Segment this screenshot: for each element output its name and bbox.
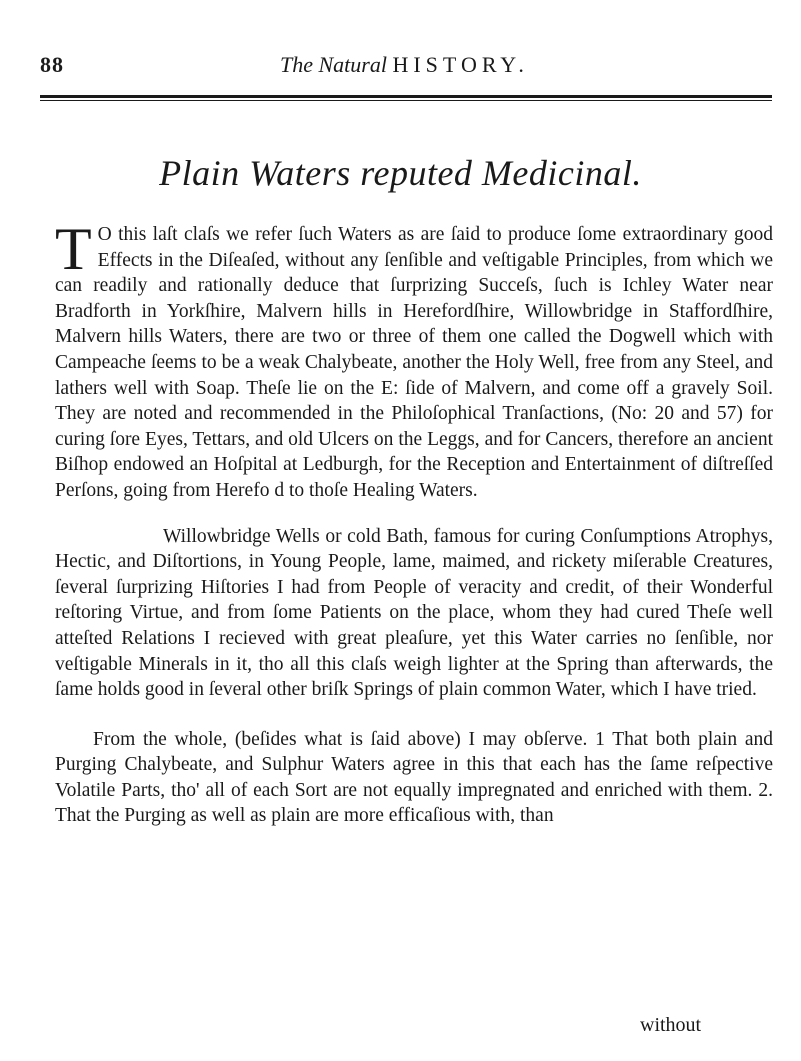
paragraph-1-text: O this laſt claſs we refer ſuch Waters as are ſaid to produce ſome extraordinary good Effects in the Diſeaſed, without any ſenſible and veſtigable Principles, from which we can readily and rationally deduce that ſurprizing Succeſs, ſuch is Ichley Water near Bradforth in Yorkſhire, Malvern hills in Herefordſhire, Willowbridge in Staffordſhire, Malvern hills Waters, there are two or three of them one called the Dogwell which with Campeache ſeems to be a weak Chalybeate, another the Holy Well, free from any Steel, and lathers well with Soap. Theſe lie on the E: ſide of Malvern, and come off a gravely Soil. They are noted and recommended in the Philoſophical Tranſactions, (No: 20 and 57) for curing ſore Eyes, Tettars, and old Ulcers on the Leggs, and for Cancers, therefore an ancient Biſhop endowed an Hoſpital at Ledburgh, for the Reception and Entertainment of diſtreſſed Perſons, going from Herefo d to thoſe Healing Waters. [55,224,773,501]
paragraph-2: Willowbridge Wells or cold Bath, famous for curing Conſumptions Atrophys, Hectic, and Diſtortions, in Young People, lame, maimed, and rickety miſerable Creatures, ſeveral ſurprizing Hiſtories I had from People of veracity and credit, of their Wonderful reſtoring Virtue, and from ſome Patients on the place, whom they had cured Theſe well atteſted Relations I recieved with great pleaſure, yet this Water carries no ſenſible, nor veſtigable Minerals in it, tho all this claſs weigh lighter at the Spring than afterwards, the ſame holds good in ſeveral other briſk Springs of plain common Water, which I have tried. [55,525,773,701]
paragraph-1 [55,216,773,504]
body-text [55,216,773,829]
header-rule [40,95,772,101]
running-title-italic: The Natural [280,52,387,77]
catchword: without [640,1014,702,1036]
drop-cap: T [55,216,92,282]
paragraph-3: From the whole, (beſides what is ſaid above) I may obſerve. 1 That both plain and Purging Chalybeate, and Sulphur Waters agree in this that each has the ſame reſpective Volatile Parts, tho' all of each Sort are not equally impregnated and enriched with them. 2. That the Purging as well as plain are more efficaſious with, than [55,728,773,827]
header-rule-thick [40,95,772,98]
running-title-caps: HISTORY. [392,52,529,77]
header-rule-thin [40,100,772,101]
running-title [280,52,529,78]
section-title: Plain Waters reputed Medicinal. [159,153,642,193]
running-head [40,52,775,88]
page-number: 88 [40,52,64,77]
